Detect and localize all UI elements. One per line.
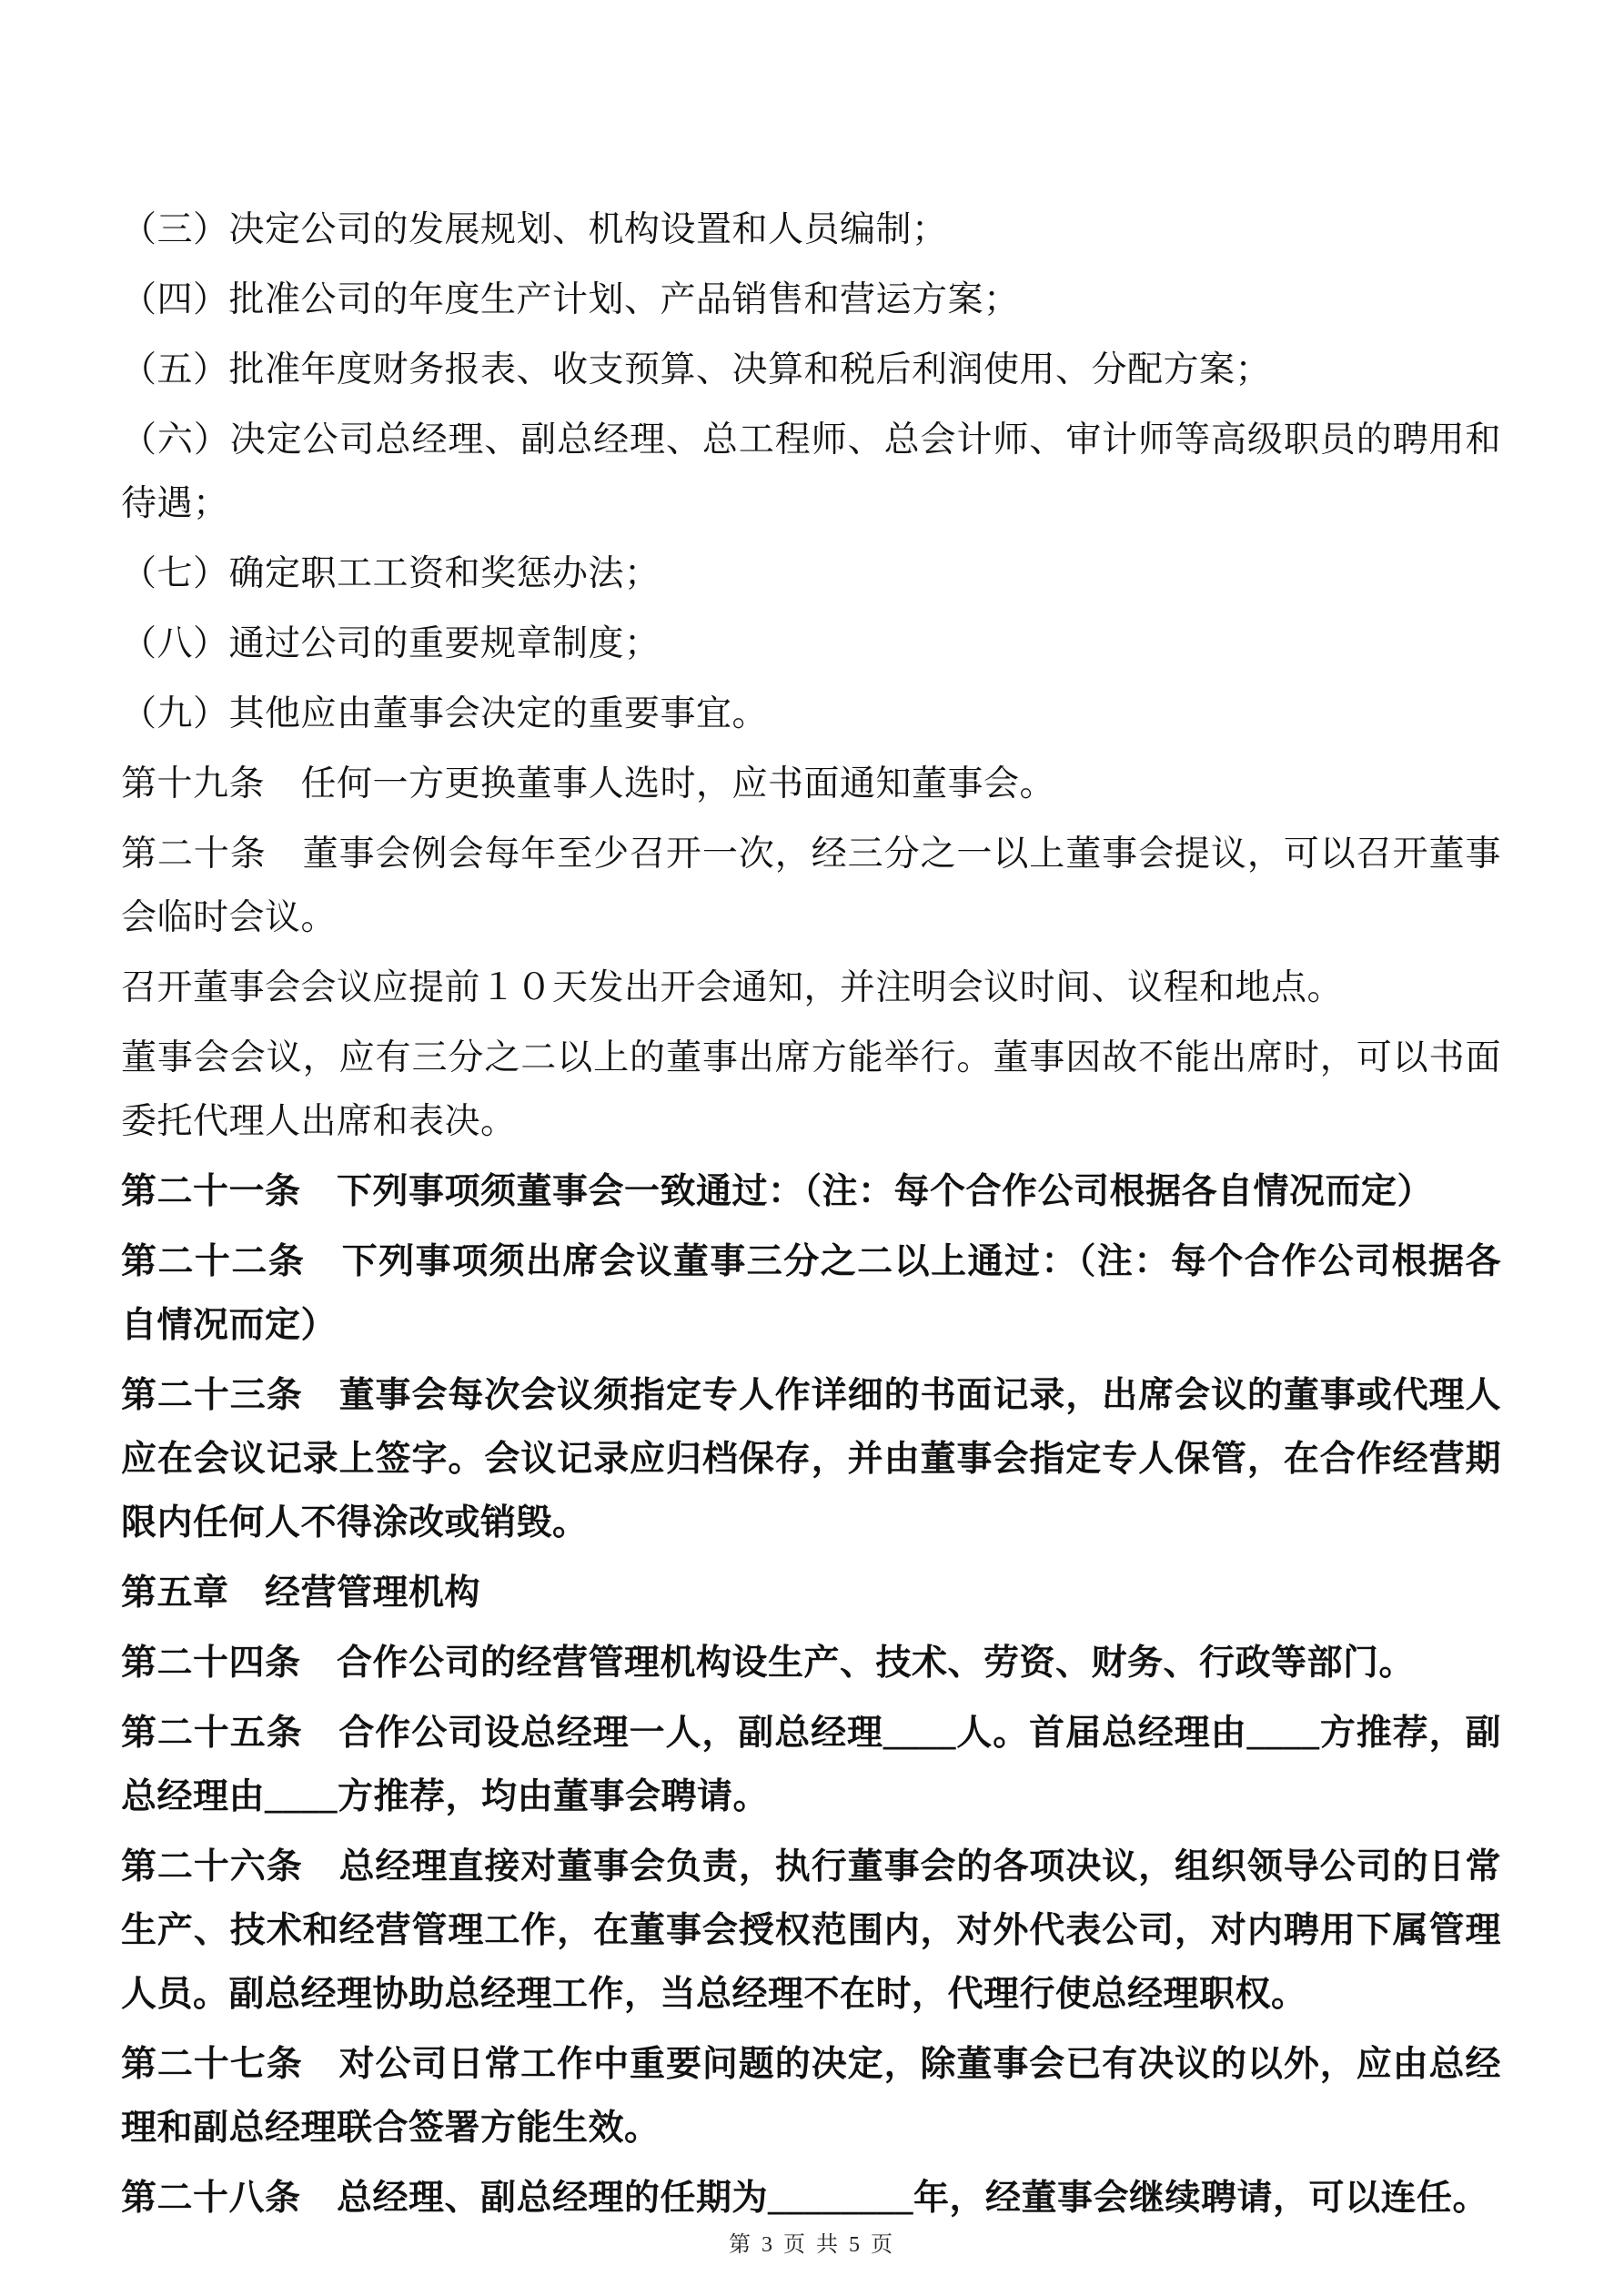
paragraph: 第二十三条 董事会每次会议须指定专人作详细的书面记录，出席会议的董事或代理人应在会议记录上签字。会议记录应归档保存，并由董事会指定专人保管，在合作经营期限内任何人不得涂改或销毁。 (121, 1376, 1501, 1542)
paragraph: （三）决定公司的发展规划、机构设置和人员编制； (121, 210, 948, 249)
paragraph: 第二十四条 合作公司的经营管理机构设生产、技术、劳资、财务、行政等部门。 (121, 1644, 1416, 1683)
paragraph: 召开董事会会议应提前１０天发出开会通知，并注明会议时间、议程和地点。 (121, 968, 1344, 1007)
paragraph: 第二十五条 合作公司设总经理一人，副总经理____人。首届总经理由____方推荐，副总经理由____方推荐，均由董事会聘请。 (121, 1714, 1501, 1816)
page-number-footer: 第 3 页 共 5 页 (729, 2233, 895, 2257)
paragraph: 董事会会议，应有三分之二以上的董事出席方能举行。董事因故不能出席时，可以书面委托代理人出席和表决。 (121, 1038, 1501, 1141)
paragraph: 第二十八条 总经理、副总经理的任期为________年，经董事会继续聘请，可以连任。 (121, 2179, 1489, 2218)
paragraph: （四）批准公司的年度生产计划、产品销售和营运方案； (121, 280, 1020, 319)
paragraph: 第十九条 任何一方更换董事人选时，应书面通知董事会。 (121, 764, 1056, 804)
paragraph: 第二十条 董事会例会每年至少召开一次，经三分之一以上董事会提议，可以召开董事会临时会议。 (121, 834, 1501, 937)
paragraph: （九）其他应由董事会决定的重要事宜。 (121, 694, 769, 733)
paragraph: （五）批准年度财务报表、收支预算、决算和税后利润使用、分配方案； (121, 350, 1272, 389)
paragraph: 第二十六条 总经理直接对董事会负责，执行董事会的各项决议，组织领导公司的日常生产、技术和经营管理工作，在董事会授权范围内，对外代表公司，对内聘用下属管理人员。副总经理协助总经理工作，当总经理不在时，代理行使总经理职权。 (121, 1847, 1501, 2014)
paragraph: 第二十一条 下列事项须董事会一致通过：（注：每个合作公司根据各自情况而定） (121, 1172, 1434, 1211)
paragraph: 第二十二条 下列事项须出席会议董事三分之二以上通过：（注：每个合作公司根据各自情况而定） (121, 1242, 1501, 1345)
chapter-heading: 第五章 经营管理机构 (121, 1573, 481, 1613)
paragraph: （七）确定职工工资和奖惩办法； (121, 554, 661, 593)
paragraph: （八）通过公司的重要规章制度； (121, 624, 661, 663)
paragraph: （六）决定公司总经理、副总经理、总工程师、总会计师、审计师等高级职员的聘用和待遇； (121, 420, 1501, 523)
paragraph: 第二十七条 对公司日常工作中重要问题的决定，除董事会已有决议的以外，应由总经理和副总经理联合签署方能生效。 (121, 2045, 1501, 2148)
document-body (121, 198, 1501, 2230)
